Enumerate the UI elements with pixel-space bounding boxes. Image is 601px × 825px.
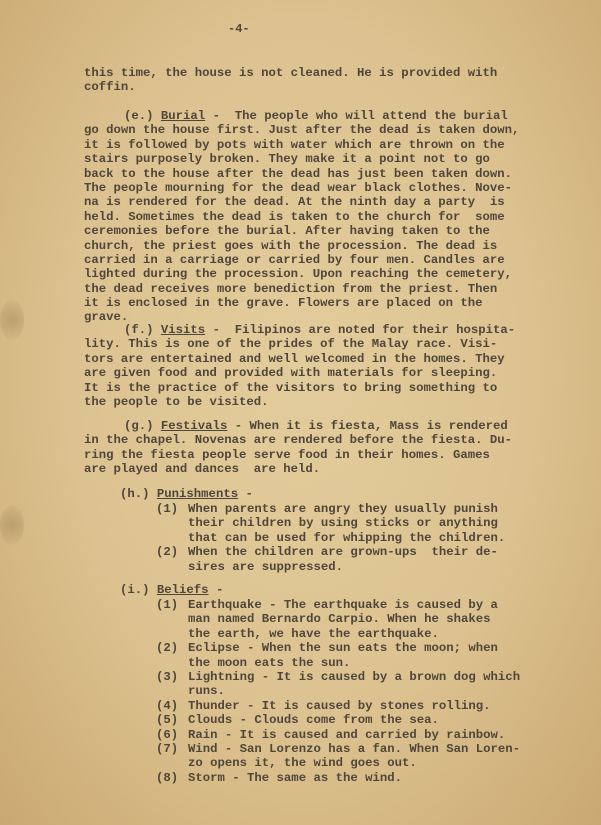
section-label: (f.) bbox=[124, 323, 161, 337]
item-number: (1) bbox=[156, 598, 179, 612]
text-line: grave. bbox=[84, 310, 129, 325]
text-line: it is followed by pots with water which are thrown on the bbox=[84, 137, 505, 152]
section-label: (i.) bbox=[120, 583, 157, 597]
text-line: It is the practice of the visitors to bring something to bbox=[84, 380, 498, 395]
item-number: (5) bbox=[156, 713, 179, 728]
item-number: (1) bbox=[156, 502, 179, 516]
text-line: Storm - The same as the wind. bbox=[188, 770, 403, 785]
text-line: When the children are grown-ups their de- bbox=[188, 545, 498, 560]
list-item bbox=[156, 641, 596, 670]
text-line: it is enclosed in the grave. Flowers are placed on the bbox=[84, 296, 483, 311]
text-line: sires are suppressed. bbox=[188, 559, 343, 574]
text-line: When parents are angry they usually punish bbox=[188, 502, 498, 516]
text-line: the dead receives more benediction from the priest. Then bbox=[84, 281, 498, 296]
text-line: Eclipse - When the sun eats the moon; when bbox=[188, 641, 498, 656]
paper-stain bbox=[0, 505, 24, 545]
text-line: are played and dances are held. bbox=[84, 462, 321, 477]
text-line: ring the fiesta people serve food in their homes. Games bbox=[84, 447, 490, 462]
text-line: man named Bernardo Carpio. When he shakes bbox=[188, 612, 491, 627]
item-number: (4) bbox=[156, 698, 179, 713]
section-heading: Visits bbox=[160, 323, 206, 337]
text-line: zo opens it, the wind goes out. bbox=[188, 756, 417, 771]
beliefs-list bbox=[156, 598, 596, 785]
list-item bbox=[156, 502, 596, 545]
section-heading-line bbox=[120, 583, 568, 597]
item-number: (6) bbox=[156, 727, 179, 742]
text-line: Wind - San Lorenzo has a fan. When San Loren- bbox=[188, 741, 521, 756]
section-label: (g.) bbox=[124, 419, 161, 433]
intro-paragraph bbox=[84, 66, 568, 95]
section-heading: Beliefs bbox=[156, 583, 209, 597]
section-heading-line bbox=[84, 419, 568, 433]
list-item bbox=[156, 728, 596, 742]
text-line: their children by using sticks or anything bbox=[188, 516, 498, 531]
text-line: tors are entertained and well welcomed in the homes. They bbox=[84, 351, 505, 366]
festivals-section bbox=[84, 419, 568, 477]
beliefs-heading bbox=[120, 583, 568, 597]
text-line: runs. bbox=[188, 684, 225, 699]
item-number: (7) bbox=[156, 741, 179, 756]
section-heading: Burial bbox=[160, 109, 206, 123]
text-line: that can be used for whipping the children. bbox=[188, 530, 506, 545]
text-line: the people to be visited. bbox=[84, 394, 269, 409]
text-line: Clouds - Clouds come from the sea. bbox=[188, 713, 439, 728]
list-item bbox=[156, 742, 596, 771]
page-number: -4- bbox=[228, 22, 250, 36]
text-fragment: - Filipinos are noted for their hospita- bbox=[205, 323, 516, 337]
section-heading-line bbox=[84, 109, 568, 123]
text-line: the earth, we have the earthquake. bbox=[188, 626, 439, 641]
item-number: (2) bbox=[156, 641, 179, 656]
text-line: held. Sometimes the dead is taken to the church for some bbox=[84, 209, 505, 224]
list-item bbox=[156, 598, 596, 641]
text-line: na is rendered for the dead. At the ninth day a party is bbox=[84, 195, 505, 210]
item-number: (3) bbox=[156, 669, 179, 684]
list-item bbox=[156, 713, 596, 727]
text-line: Rain - It is caused and carried by rainbow. bbox=[188, 727, 506, 742]
punishments-list bbox=[156, 502, 596, 574]
list-item bbox=[156, 699, 596, 713]
section-label: (e.) bbox=[124, 109, 161, 123]
section-heading-line bbox=[84, 323, 568, 337]
text-line: go down the house first. Just after the dead is taken down, bbox=[84, 123, 520, 138]
text-line: lighted during the procession. Upon reaching the cemetery, bbox=[84, 267, 513, 282]
punishments-heading bbox=[120, 487, 568, 501]
text-line: Lightning - It is caused by a brown dog which bbox=[188, 669, 521, 684]
text-line: Earthquake - The earthquake is caused by a bbox=[188, 598, 498, 612]
paper-stain bbox=[0, 300, 24, 340]
section-heading: Punishments bbox=[156, 487, 239, 501]
text-line: church, the priest goes with the procession. The dead is bbox=[84, 238, 498, 253]
text-line: coffin. bbox=[84, 80, 136, 95]
section-heading-line bbox=[120, 487, 568, 501]
text-line: are given food and provided with materials for sleeping. bbox=[84, 366, 498, 381]
text-line: carried in a carriage or carried by four men. Candles are bbox=[84, 252, 505, 267]
item-number: (2) bbox=[156, 545, 179, 560]
section-heading: Festivals bbox=[160, 419, 228, 433]
text-line: in the chapel. Novenas are rendered before the fiesta. Du- bbox=[84, 433, 513, 448]
list-item bbox=[156, 771, 596, 785]
text-line: Thunder - It is caused by stones rolling. bbox=[188, 698, 491, 713]
list-item bbox=[156, 670, 596, 699]
item-number: (8) bbox=[156, 770, 179, 785]
section-label: (h.) bbox=[120, 487, 157, 501]
text-fragment: - The people who will attend the burial bbox=[205, 109, 508, 123]
visits-section bbox=[84, 323, 568, 409]
text-fragment: - When it is fiesta, Mass is rendered bbox=[227, 419, 508, 433]
burial-section bbox=[84, 109, 568, 325]
text-line: back to the house after the dead has just been taken down. bbox=[84, 166, 513, 181]
text-line: stairs purposely broken. They make it a point not to go bbox=[84, 152, 490, 167]
text-line: the moon eats the sun. bbox=[188, 655, 351, 670]
text-line: ceremonies before the burial. After having taken to the bbox=[84, 224, 490, 239]
text-line: The people mourning for the dead wear black clothes. Nove- bbox=[84, 180, 513, 195]
text-line: this time, the house is not cleaned. He is provided with bbox=[84, 66, 498, 80]
list-item bbox=[156, 545, 596, 574]
text-fragment: - bbox=[238, 487, 253, 501]
text-fragment: - bbox=[208, 583, 224, 597]
text-line: lity. This is one of the prides of the Malay race. Visi- bbox=[84, 337, 498, 352]
